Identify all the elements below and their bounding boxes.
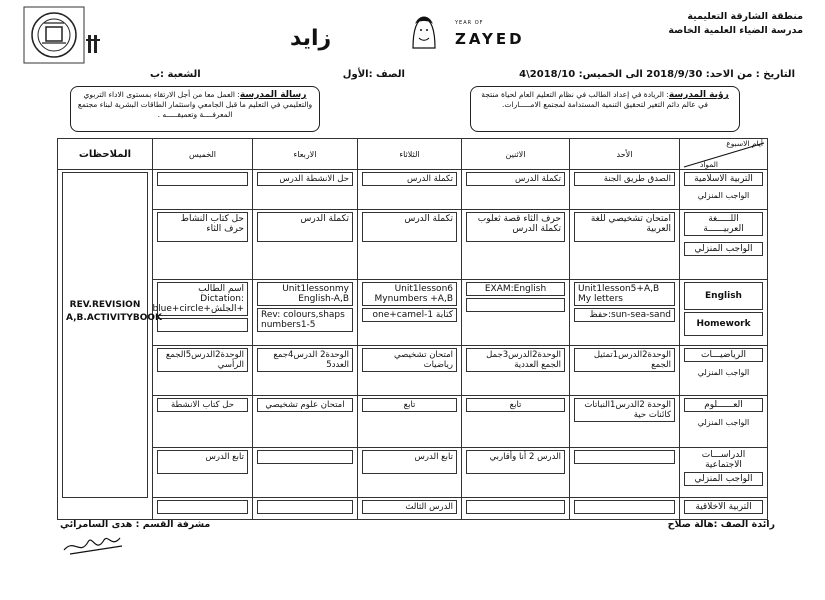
subject-islamic-name: التربية الاسلامية xyxy=(684,172,763,186)
science-sun-text: الوحدة 2الدرس1النباتات كائنات حية xyxy=(574,398,675,422)
english-tue xyxy=(358,280,462,346)
english-mon-text: EXAM:English xyxy=(466,282,565,296)
day-sunday: الأحد xyxy=(570,139,680,170)
english-sun-hw: sun-sea-sand:حفظ xyxy=(574,308,675,322)
islamic-mon xyxy=(462,170,570,210)
english-thu xyxy=(153,280,253,346)
moral-mon-text xyxy=(466,500,565,514)
weekly-schedule-table xyxy=(57,138,768,520)
school-mission xyxy=(70,86,320,132)
school-name: مدرسة الضياء العلمية الخاصة xyxy=(668,25,803,36)
arabic-mon-text: حرف الثاء قصة ثعلوب تكملة الدرس xyxy=(466,212,565,242)
moral-thu-text xyxy=(157,500,248,514)
section-label: الشعبة :ب xyxy=(150,69,201,80)
subject-math xyxy=(680,346,768,396)
days-label: أيام الاسبوع xyxy=(726,139,763,148)
science-mon xyxy=(462,396,570,448)
date-range: التاريخ : من الاحد: 2018/9/30 الى الخميس: 2018/10\4 xyxy=(519,69,795,80)
science-wed-text: امتحان علوم تشخيصي xyxy=(257,398,353,412)
subject-islamic xyxy=(680,170,768,210)
notes-cell xyxy=(58,170,162,520)
subject-english-name: English xyxy=(684,282,763,310)
mission-title: رسالة المدرسة xyxy=(239,90,307,100)
science-tue-text: تابع xyxy=(362,398,457,412)
arabic-tue-text: تكملة الدرس xyxy=(362,212,457,242)
islamic-sun-text: الصدق طريق الجنة xyxy=(574,172,675,186)
moral-thu xyxy=(153,498,253,520)
social-sun-text xyxy=(574,450,675,464)
social-thu xyxy=(153,448,253,498)
moral-sun xyxy=(570,498,680,520)
arabic-tue xyxy=(358,210,462,280)
english-tue-hw: كتابة 1-one+camel xyxy=(362,308,457,322)
english-wed-hw: Rev: colours,shaps numbers1-5 xyxy=(257,308,353,332)
moral-tue xyxy=(358,498,462,520)
english-wed xyxy=(253,280,358,346)
day-thursday: الخميس xyxy=(153,139,253,170)
science-homework-label: الواجب المنزلي xyxy=(697,418,750,427)
social-tue xyxy=(358,448,462,498)
math-mon-text: الوحدة2الدرس3جمل الجمع العددية xyxy=(466,348,565,372)
english-tue-text: Unit1lesson6 Mynumbers +A,B xyxy=(362,282,457,306)
math-sun-text: الوحدة2الدرس1تمثيل الجمع xyxy=(574,348,675,372)
class-teacher: رائدة الصف :هالة صلاح xyxy=(667,519,775,530)
arabic-sun xyxy=(570,210,680,280)
math-homework-label: الواجب المنزلي xyxy=(697,368,750,377)
science-sun xyxy=(570,396,680,448)
notes-text: REV.REVISION A,B.ACTIVITYBOOK xyxy=(66,300,162,323)
english-mon-hw xyxy=(466,298,565,312)
islamic-mon-text: تكملة الدرس xyxy=(466,172,565,186)
science-thu-text: حل كتاب الانشطة xyxy=(157,398,248,412)
subject-science xyxy=(680,396,768,448)
math-wed-text: الوحدة2 الدرس4جمع العدد5 xyxy=(257,348,353,372)
school-logo xyxy=(22,5,114,65)
science-wed xyxy=(253,396,358,448)
social-sun xyxy=(570,448,680,498)
social-mon-text: الدرس 2 أنا وأقاربي xyxy=(466,450,565,474)
notes-header: الملاحظات xyxy=(58,139,153,170)
english-thu-text: اسم الطالب :Dictation +الجلش+blue+circle xyxy=(157,282,248,316)
zone-name: منطقة الشارقة التعليمية xyxy=(687,11,803,22)
english-thu-hw xyxy=(157,318,248,332)
english-sun xyxy=(570,280,680,346)
social-mon xyxy=(462,448,570,498)
social-tue-text: تابع الدرس xyxy=(362,450,457,474)
corner-header xyxy=(680,139,768,170)
english-sun-text: Unit1lesson5+A,B My letters xyxy=(574,282,675,306)
arabic-thu-text: حل كتاب النشاط حرف الثاء xyxy=(157,212,248,242)
subject-english xyxy=(680,280,768,346)
day-monday: الاثنين xyxy=(462,139,570,170)
subject-social-name: الدراســـات الاجتماعية xyxy=(701,450,746,470)
math-tue-text: امتحان تشخيصي رياضيات xyxy=(362,348,457,372)
math-mon xyxy=(462,346,570,396)
subject-social xyxy=(680,448,768,498)
islamic-tue-text: تكملة الدرس xyxy=(362,172,457,186)
signature xyxy=(60,528,130,558)
portrait-icon xyxy=(405,10,443,50)
arabic-sun-text: امتحان تشخيصي للغة العربية xyxy=(574,212,675,242)
year-of-label: YEAR OF xyxy=(455,20,484,26)
vision-title: رؤية المدرسة xyxy=(668,90,729,100)
department-supervisor: مشرفة القسم : هدى السامرائي xyxy=(60,519,211,530)
subject-moral-name: التربية الاخلاقية xyxy=(684,500,763,514)
moral-mon xyxy=(462,498,570,520)
islamic-homework-label: الواجب المنزلي xyxy=(697,191,750,200)
math-sun xyxy=(570,346,680,396)
islamic-tue xyxy=(358,170,462,210)
arabic-homework-label: الواجب المنزلي xyxy=(684,242,763,256)
english-mon xyxy=(462,280,570,346)
science-tue xyxy=(358,396,462,448)
moral-tue-text: الدرس الثالث xyxy=(362,500,457,514)
math-thu-text: الوحدة2الدرس5الجمع الرأسي xyxy=(157,348,248,372)
year-of-zayed-logo xyxy=(290,10,545,50)
english-homework-label: Homework xyxy=(684,312,763,336)
vision-text: : الريادة في إعداد الطالب في نظام التعليم العام لحياة منتجة في عالم دائم التغير لتحقيق التنمية المستدامة لمجتمع الامـــــارات. xyxy=(481,90,708,109)
zayed-english: ZAYED xyxy=(455,30,525,48)
islamic-thu-text xyxy=(157,172,248,186)
arabic-mon xyxy=(462,210,570,280)
day-wednesday: الاربعاء xyxy=(253,139,358,170)
mission-text: : العمل معا من أجل الارتقاء بمستوى الاداء التربوي والتعليمي في التعليم ما قبل الجامعي واستثمار الطاقات البشرية لبناء مجتمع المعرفــــة وتعميقـــــه . xyxy=(77,90,313,119)
day-tuesday: الثلاثاء xyxy=(358,139,462,170)
grade-label: الصف :الأول xyxy=(342,69,405,80)
subject-arabic xyxy=(680,210,768,280)
subject-moral xyxy=(680,498,768,520)
moral-wed-text xyxy=(257,500,353,514)
math-wed xyxy=(253,346,358,396)
arabic-wed-text: تكملة الدرس xyxy=(257,212,353,242)
moral-sun-text xyxy=(574,500,675,514)
islamic-wed xyxy=(253,170,358,210)
subject-arabic-name: اللـــــغة العربيــــــة xyxy=(684,212,763,236)
school-vision xyxy=(470,86,740,132)
arabic-thu xyxy=(153,210,253,280)
moral-wed xyxy=(253,498,358,520)
science-thu xyxy=(153,396,253,448)
school-header xyxy=(668,10,803,38)
islamic-sun xyxy=(570,170,680,210)
zayed-arabic: زايد xyxy=(290,26,332,51)
social-homework-label: الواجب المنزلي xyxy=(684,472,763,486)
science-mon-text: تابع xyxy=(466,398,565,412)
social-wed-text xyxy=(257,450,353,464)
social-wed xyxy=(253,448,358,498)
social-thu-text: تابع الدرس xyxy=(157,450,248,474)
islamic-thu xyxy=(153,170,253,210)
math-thu xyxy=(153,346,253,396)
subjects-label: المواد xyxy=(700,160,719,169)
arabic-wed xyxy=(253,210,358,280)
subject-math-name: الرياضيـــات xyxy=(684,348,763,362)
english-wed-text: Unit1lessonmy English-A,B xyxy=(257,282,353,306)
math-tue xyxy=(358,346,462,396)
subject-science-name: العــــــلوم xyxy=(684,398,763,412)
islamic-wed-text: حل الانشطة الدرس xyxy=(257,172,353,186)
